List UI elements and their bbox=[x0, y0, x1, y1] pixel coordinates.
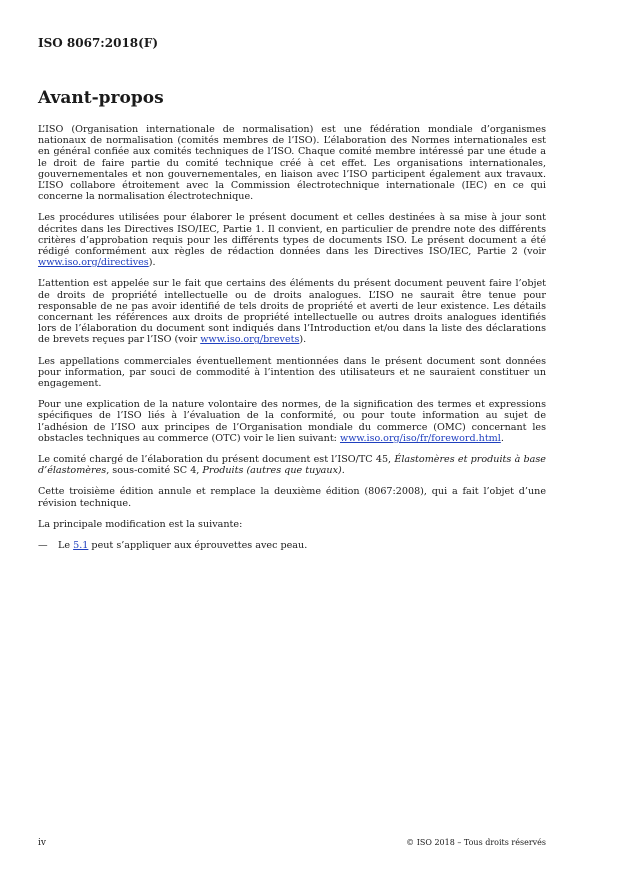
paragraph-text: Les procédures utilisées pour élaborer le présent document et celles destinées à sa mise à jour sont décrites dans les Directives ISO/IEC, Partie 1. Il convient, en particulier de prendre note des différents critères d’approbation requis pour les différents types de documents ISO. Le présent document a été rédigé conformément aux règles de rédaction données dans les Directives ISO/IEC, Partie 2 (voir bbox=[38, 212, 546, 258]
list-text-before: Le bbox=[58, 540, 74, 552]
paragraph-changes-intro: La principale modification est la suivante: bbox=[38, 518, 243, 530]
list-item-text bbox=[58, 540, 307, 551]
paragraph-procedures bbox=[38, 212, 546, 268]
paragraph-trade-names: Les appellations commerciales éventuellement mentionnées dans le présent document sont données pour information, par souci de commodité à l’intention des utilisateurs et ne sauraient constituer un engagement. bbox=[38, 355, 546, 390]
page-title: Avant-propos bbox=[38, 88, 164, 108]
foreword-body bbox=[38, 124, 546, 551]
paragraph-end: ). bbox=[148, 257, 156, 269]
committee-title: Élastomères et produits à base d’élastomères bbox=[38, 454, 546, 477]
paragraph-committee bbox=[38, 454, 546, 476]
paragraph-edition: Cette troisième édition annule et remplace la deuxième édition (8067:2008), qui a fait l’objet d’une révision technique. bbox=[38, 486, 546, 509]
list-text-after: peut s’appliquer aux éprouvettes avec peau. bbox=[88, 540, 308, 552]
paragraph-text: Le comité chargé de l’élaboration du présent document est l’ISO/TC 45, bbox=[38, 454, 395, 466]
list-item bbox=[38, 540, 546, 551]
subcommittee-title: Produits (autres que tuyaux) bbox=[202, 465, 342, 477]
patents-link[interactable]: www.iso.org/brevets bbox=[200, 334, 300, 346]
document-id: ISO 8067:2018(F) bbox=[38, 36, 159, 50]
paragraph-iso-intro: L’ISO (Organisation internationale de normalisation) est une fédération mondiale d’organismes nationaux de normalisation (comités membres de l’ISO). L’élaboration des Normes internationales est en général confiée aux comités techniques de l’ISO. Chaque comité membre intéressé par une étude a le droit de faire partie du comité technique créé à cet effet. Les organisations internationales, gouvernementales et non gouvernementales, en liaison avec l’ISO participent également aux travaux. L’ISO collabore étroitement avec la Commission électrotechnique internationale (IEC) en ce qui concerne la normalisation électrotechnique. bbox=[38, 124, 546, 203]
paragraph-end: . bbox=[341, 465, 345, 477]
paragraph-end: ). bbox=[299, 334, 307, 346]
paragraph-end: . bbox=[500, 432, 504, 444]
paragraph-patents bbox=[38, 278, 546, 345]
paragraph-voluntary-nature bbox=[38, 399, 546, 444]
copyright-notice: © ISO 2018 – Tous droits réservés bbox=[406, 838, 546, 847]
foreword-link[interactable]: www.iso.org/iso/fr/foreword.html bbox=[339, 432, 501, 444]
paragraph-mid: , sous-comité SC 4, bbox=[106, 465, 203, 477]
directives-link[interactable]: www.iso.org/directives bbox=[38, 257, 149, 269]
page-number: iv bbox=[38, 838, 46, 848]
clause-link[interactable]: 5.1 bbox=[73, 540, 89, 552]
list-dash: — bbox=[38, 540, 48, 552]
paragraph-text: L’attention est appelée sur le fait que certains des éléments du présent document peuvent faire l’objet de droits de propriété intellectuelle ou de droits analogues. L’ISO ne saurait être tenue pour responsable de ne pas avoir identifié de tels droits de propriété et averti de leur existence. Les détails concernant les références aux droits de propriété intellectuelle ou autres droits analogues identifiés lors de l’élaboration du document sont indiqués dans l’Introduction et/ou dans la liste des déclarations de brevets reçues par l’ISO (voir bbox=[38, 278, 546, 346]
paragraph-text: Pour une explication de la nature volontaire des normes, de la signification des termes et expressions spécifiques de l’ISO liés à l’évaluation de la conformité, ou pour toute information au sujet de l’adhésion de l’ISO aux principes de l’Organisation mondiale du commerce (OMC) concernant les obstacles techniques au commerce (OTC) voir le lien suivant: bbox=[38, 399, 546, 444]
